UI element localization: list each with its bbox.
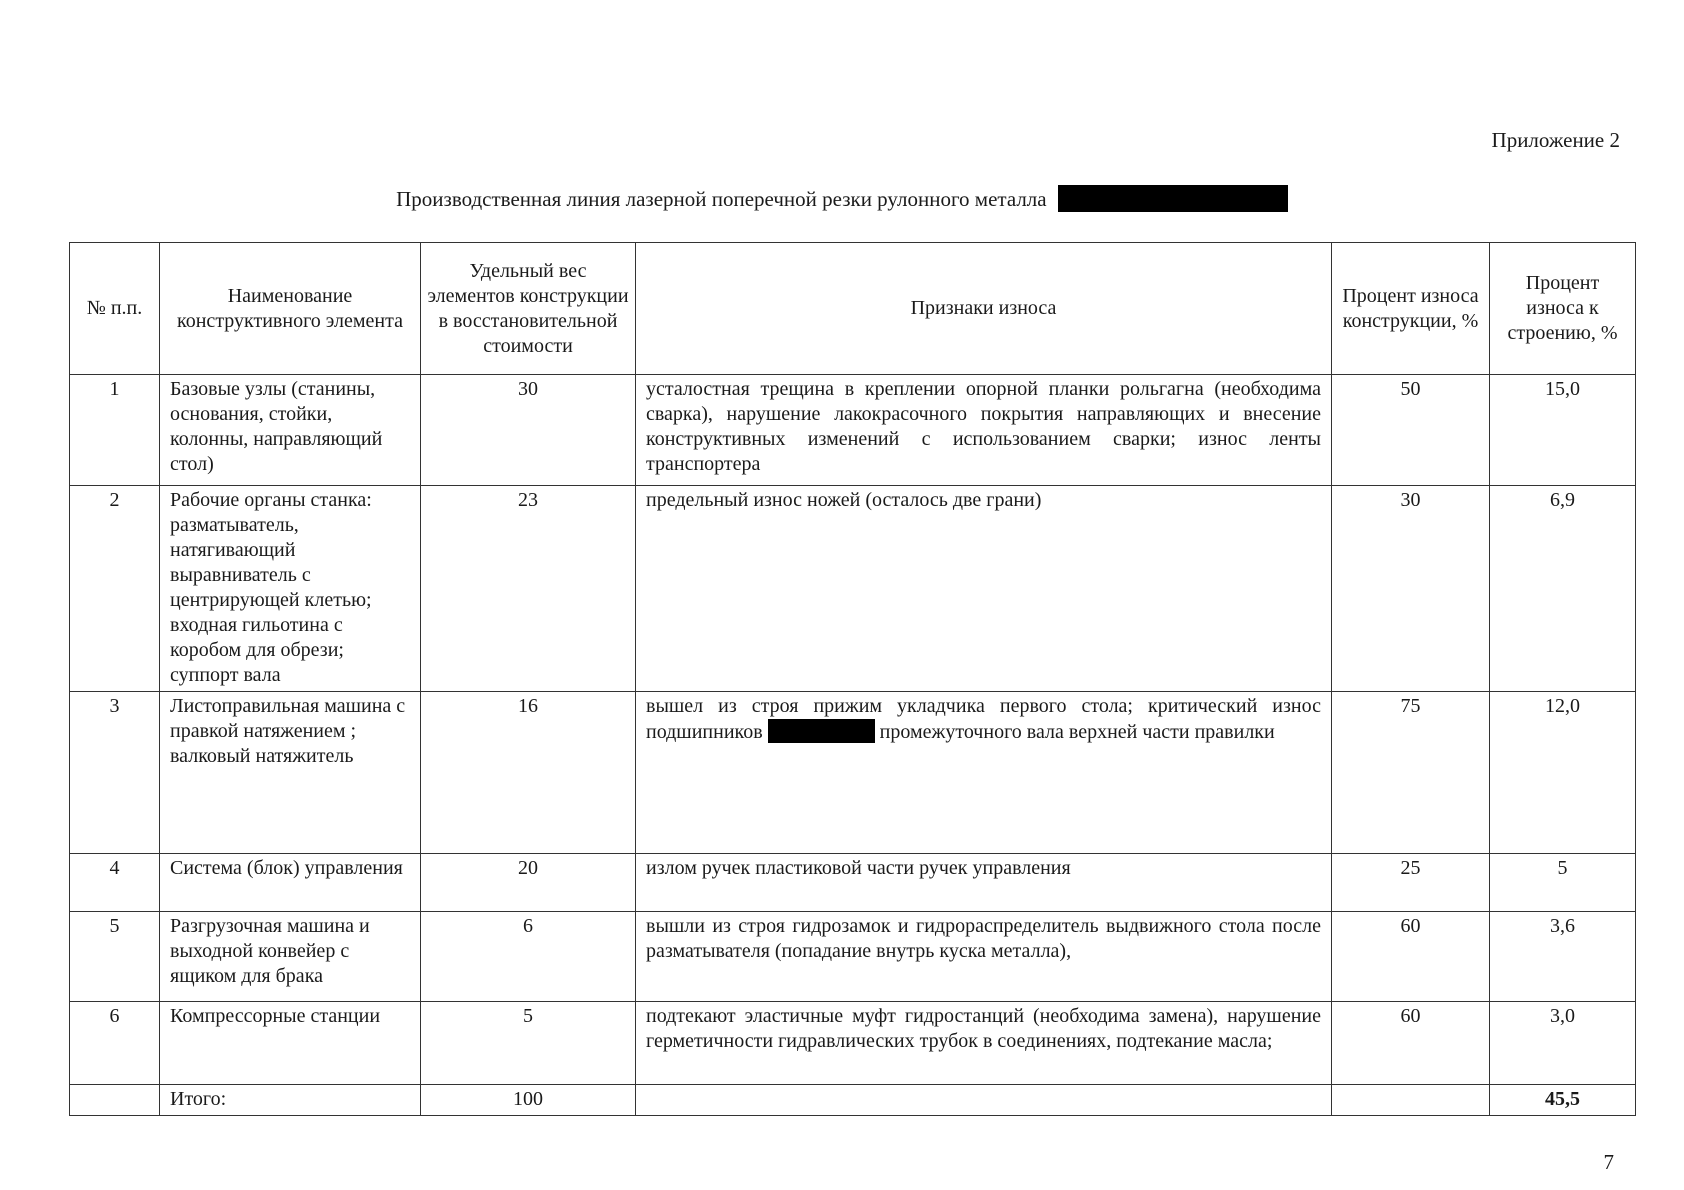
cell-wear-building: 3,6 [1490, 912, 1636, 1002]
cell-signs: подтекают эластичные муфт гидростанций (необходима замена), нарушение герметичности гидравлических трубок в соединениях, подтекание масла; [636, 1002, 1332, 1085]
redaction-block [768, 719, 875, 743]
cell-weight: 30 [421, 375, 636, 486]
table-row [70, 1002, 1636, 1085]
cell-wear-construction: 60 [1332, 912, 1490, 1002]
cell-num: 2 [70, 486, 160, 692]
cell-num-empty [70, 1085, 160, 1116]
header-num: № п.п. [70, 243, 160, 375]
cell-weight: 6 [421, 912, 636, 1002]
cell-num: 6 [70, 1002, 160, 1085]
cell-signs: предельный износ ножей (осталось две грани) [636, 486, 1332, 692]
cell-signs [636, 692, 1332, 854]
total-wear-building: 45,5 [1490, 1085, 1636, 1116]
cell-name: Листоправильная машина с правкой натяжением ; валковый натяжитель [160, 692, 421, 854]
header-name: Наименование конструктивного элемента [160, 243, 421, 375]
cell-wear-construction: 60 [1332, 1002, 1490, 1085]
cell-num: 3 [70, 692, 160, 854]
cell-wear-construction: 30 [1332, 486, 1490, 692]
cell-weight: 20 [421, 854, 636, 912]
cell-signs: излом ручек пластиковой части ручек управления [636, 854, 1332, 912]
table-row [70, 692, 1636, 854]
header-weight: Удельный вес элементов конструкции в восстановительной стоимости [421, 243, 636, 375]
cell-wear-building: 3,0 [1490, 1002, 1636, 1085]
cell-wear-building: 5 [1490, 854, 1636, 912]
cell-wear-construction: 25 [1332, 854, 1490, 912]
total-weight: 100 [421, 1085, 636, 1116]
redaction-block [1058, 185, 1288, 212]
table-row [70, 375, 1636, 486]
header-wear-building: Процент износа к строению, % [1490, 243, 1636, 375]
document-title [0, 185, 1684, 212]
cell-wear-construction: 50 [1332, 375, 1490, 486]
cell-name: Система (блок) управления [160, 854, 421, 912]
cell-wear-construction-empty [1332, 1085, 1490, 1116]
appendix-label: Приложение 2 [1491, 128, 1620, 152]
signs-text-part-b: промежуточного вала верхней части правилки [879, 721, 1275, 743]
cell-weight: 23 [421, 486, 636, 692]
header-wear-construction: Процент износа конструкции, % [1332, 243, 1490, 375]
table-row [70, 486, 1636, 692]
cell-wear-building: 6,9 [1490, 486, 1636, 692]
header-row [70, 243, 1636, 375]
cell-wear-building: 15,0 [1490, 375, 1636, 486]
cell-signs: вышли из строя гидрозамок и гидрораспределитель выдвижного стола после разматывателя (попадание внутрь куска металла), [636, 912, 1332, 1002]
cell-name: Компрессорные станции [160, 1002, 421, 1085]
cell-name: Разгрузочная машина и выходной конвейер с ящиком для брака [160, 912, 421, 1002]
signs-text-part-a: вышел из строя прижим укладчика первого стола; критический износ подшипников [646, 695, 1321, 743]
wear-table [69, 242, 1636, 1116]
cell-weight: 5 [421, 1002, 636, 1085]
cell-num: 5 [70, 912, 160, 1002]
table-row [70, 854, 1636, 912]
cell-wear-construction: 75 [1332, 692, 1490, 854]
page-number: 7 [1603, 1150, 1614, 1174]
table-row [70, 912, 1636, 1002]
cell-signs: усталостная трещина в креплении опорной планки рольгагна (необходима сварка), нарушение лакокрасочного покрытия направляющих и внесение конструктивных изменений с использованием сварки; износ ленты транспортера [636, 375, 1332, 486]
cell-num: 4 [70, 854, 160, 912]
total-row [70, 1085, 1636, 1116]
total-label: Итого: [160, 1085, 421, 1116]
cell-signs-empty [636, 1085, 1332, 1116]
cell-num: 1 [70, 375, 160, 486]
cell-weight: 16 [421, 692, 636, 854]
title-text: Производственная линия лазерной поперечной резки рулонного металла [396, 187, 1047, 211]
header-signs: Признаки износа [636, 243, 1332, 375]
cell-name: Базовые узлы (станины, основания, стойки, колонны, направляющий стол) [160, 375, 421, 486]
cell-name: Рабочие органы станка: разматыватель, натягивающий выравниватель с центрирующей клетью; входная гильотина с коробом для обрези; суппорт вала [160, 486, 421, 692]
cell-wear-building: 12,0 [1490, 692, 1636, 854]
